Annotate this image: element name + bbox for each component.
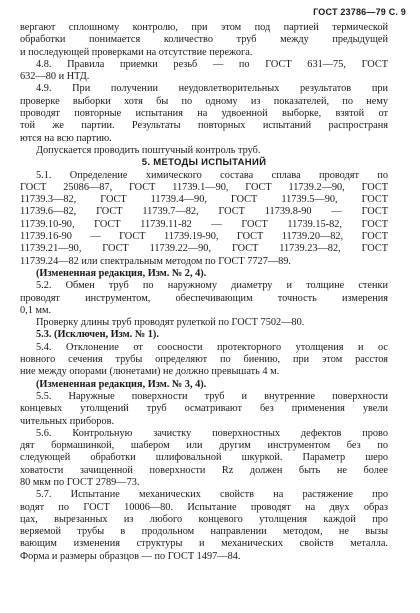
text-line: Проверку длины труб проводят рулеткой по ГОСТ 7502—80. (36, 317, 305, 329)
text-line: 11739.16-90 — ГОСТ 11739.19-90, ГОСТ 11739.20—82, ГОСТ (20, 231, 388, 243)
section-heading: 5. МЕТОДЫ ИСПЫТАНИЙ (141, 157, 267, 169)
text-line: 11739.10-90, ГОСТ 11739.11-82 — ГОСТ 11739.15-82, ГОСТ (20, 218, 388, 230)
text-line: проверке выборки хотя бы по одному из показателей, по нему (20, 95, 388, 107)
text-line: новного сечения трубы определяют по биению, при этом расстоя (20, 354, 388, 366)
text-line: ховатости зачищенной поверхности Rz должен быть не более (20, 464, 388, 476)
document-body (20, 22, 388, 563)
text-line: ГОСТ 25086—87, ГОСТ 11739.1—90, ГОСТ 11739.2—90, ГОСТ (20, 181, 388, 193)
text-line: 4.8. Правила приемки резьб — по ГОСТ 631—75, ГОСТ (36, 58, 388, 70)
text-line: ются на всю партию. (20, 132, 112, 144)
text-line: вергают сплошному контролю, при этом под партией термической (20, 22, 388, 33)
text-line: цах, вырезанных из любого концевого утолщения каждой про (20, 513, 388, 525)
text-line: (Измененная редакция, Изм. № 3, 4). (36, 378, 207, 390)
text-line: следующей обработки шлифовальной шкуркой. Параметр шеро (20, 452, 388, 464)
text-line: 5.3. (Исключен, Изм. № 1). (36, 329, 159, 341)
text-line: дят бормашинкой, шабером или другим инструментом без по (20, 440, 388, 452)
text-line: Допускается проводить поштучный контроль труб. (36, 144, 261, 156)
text-line: 11739.21—90, ГОСТ 11739.22—90, ГОСТ 11739.23—82, ГОСТ (20, 243, 388, 255)
text-line: веряемой трубы в продольном направлении методом, не вызы (20, 526, 388, 538)
text-line: 5.4. Отклонение от соосности протекторного утолщения и ос (36, 341, 388, 353)
text-line: 5.1. Определение химического состава сплава проводят по (36, 169, 388, 181)
text-line: чительных приборов. (20, 415, 115, 427)
text-line: обработки понимается количество труб между предыдущей (20, 34, 388, 46)
text-line: 5.7. Испытание механических свойств на растяжение про (36, 489, 388, 501)
text-line: проводят инструментом, обеспечивающим точность измерения (20, 292, 388, 304)
text-line: концевых утолщений труб осматривают без применения увели (20, 403, 388, 415)
text-line: 11739.6—82, ГОСТ 11739.7—82, ГОСТ 11739.8-90 — ГОСТ (20, 206, 388, 218)
text-line: 4.9. При получении неудовлетворительных результатов при (36, 83, 388, 95)
text-line: Форма и размеры образцов — по ГОСТ 1497—84. (20, 550, 241, 562)
text-line: 0,1 мм. (20, 304, 52, 316)
text-line: той же партии. Результаты повторных испытаний распространя (20, 120, 388, 132)
text-line: 80 мкм по ГОСТ 2789—73. (20, 476, 140, 488)
text-line: (Измененная редакция, Изм. № 2, 4). (36, 267, 207, 279)
text-line: вающим изменения структуры и механических свойств металла. (20, 538, 388, 550)
text-line: и последующей проверками на отсутствие пережога. (20, 46, 253, 58)
page-header: ГОСТ 23786—79 С. 9 (313, 7, 406, 17)
text-line: 632—80 и НТД. (20, 71, 90, 83)
text-line: 5.2. Обмен труб по наружному диаметру и толщине стенки (36, 280, 388, 292)
text-line: 5.5. Наружные поверхности труб и внутренние поверхности (36, 390, 388, 402)
text-line: водят по ГОСТ 10006—80. Испытание проводят на двух образ (20, 501, 388, 513)
text-line: 5.6. Контрольную зачистку поверхностных дефектов прово (36, 427, 388, 439)
text-line: 11739.24—82 или спектральным методом по ГОСТ 7727—89. (20, 255, 292, 267)
text-line: проводят повторные испытания на удвоенной выборке, взятой от (20, 108, 388, 120)
text-line: ние между опорами (люнетами) не должно превышать 4 м. (20, 366, 280, 378)
text-line: 11739.3—82, ГОСТ 11739.4—90, ГОСТ 11739.5—90, ГОСТ (20, 194, 388, 206)
